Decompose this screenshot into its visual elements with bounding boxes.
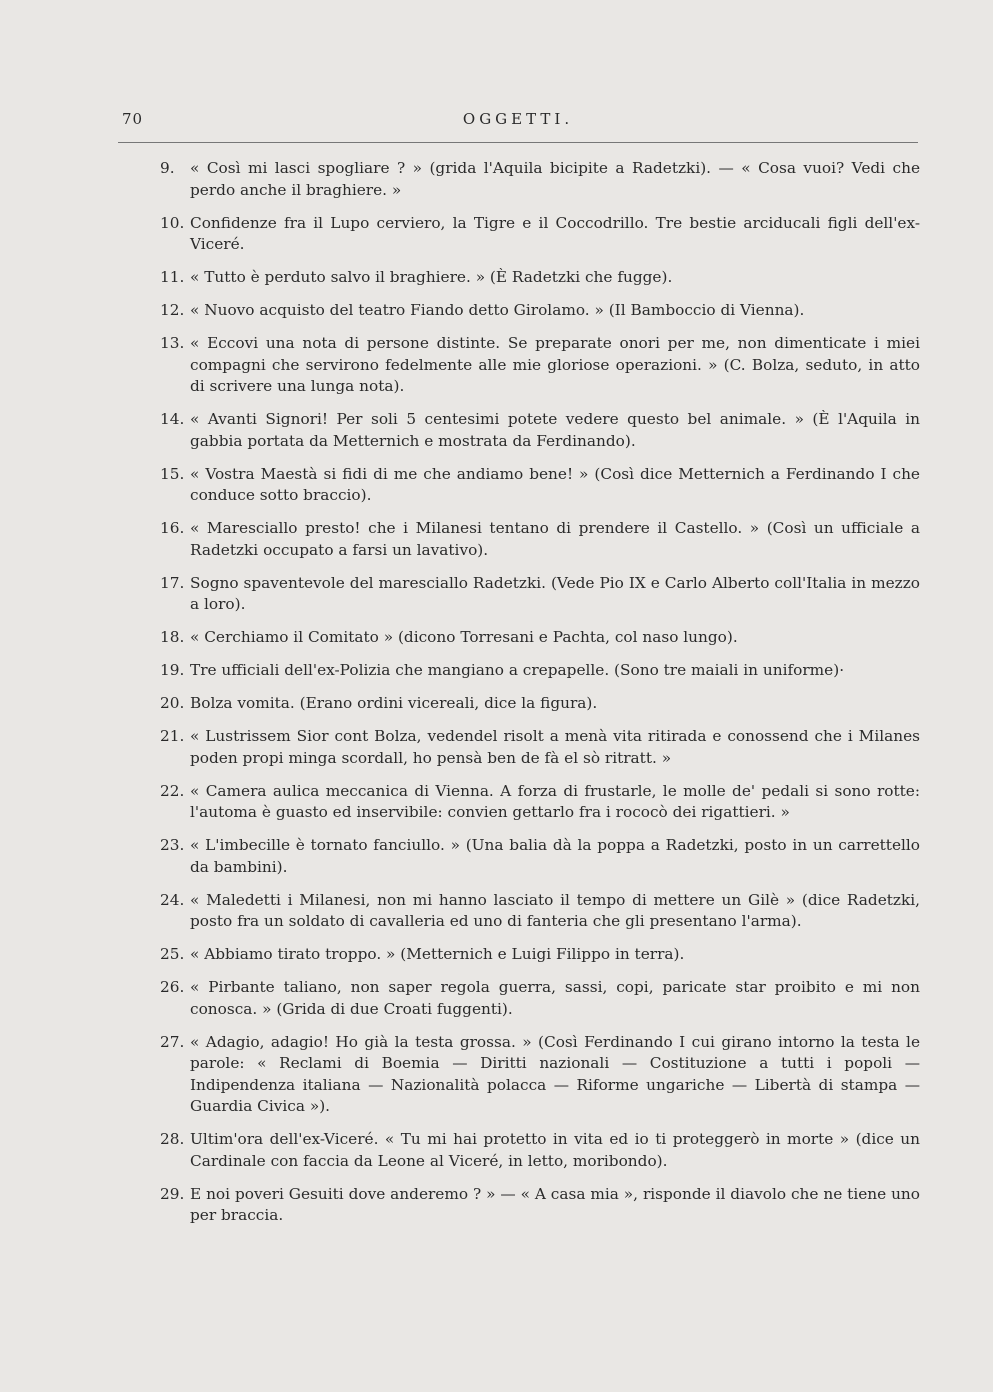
entry-number: 24. — [160, 890, 185, 909]
entry-text: Confidenze fra il Lupo cerviero, la Tigre e il Coccodrillo. Tre bestie arciducali figli dell'ex-Viceré. — [190, 213, 920, 253]
entry-number: 10. — [160, 213, 185, 232]
entry-number: 21. — [160, 727, 185, 745]
entry-number: 17. — [160, 573, 185, 592]
list-item — [160, 1184, 920, 1227]
page-number: 70 — [122, 110, 144, 128]
entry-text: « Avanti Signori! Per soli 5 centesimi potete vedere questo bel animale. » (È l'Aquila in gabbia portata da Metternich e mostrata da Ferdinando). — [190, 410, 920, 450]
entry-text: « Adagio, adagio! Ho già la testa grossa. » (Così Ferdinando I cui girano intorno la testa le parole: « Reclami di Boemia — Diritti nazionali — Costituzione a tutti i popoli — Indipendenza italiana — Nazionalità polacca — Riforme ungariche — Libertà di stampa — Guardia Civica »). — [190, 1032, 920, 1115]
list-item — [160, 409, 920, 452]
page-header — [118, 108, 918, 132]
entry-number: 16. — [160, 519, 185, 537]
entry-text: Bolza vomita. (Erano ordini vicereali, dice la figura). — [190, 694, 598, 712]
entry-number: 22. — [160, 781, 185, 800]
entry-text: « Così mi lasci spogliare ? » (grida l'Aquila bicipite a Radetzki). — « Cosa vuoi? Vedi che perdo anche il braghiere. » — [190, 159, 920, 199]
entry-text: « L'imbecille è tornato fanciullo. » (Una balia dà la poppa a Radetzki, posto in un carrettello da bambini). — [190, 836, 920, 876]
entry-text: Sogno spaventevole del maresciallo Radetzki. (Vede Pio IX e Carlo Alberto coll'Italia in mezzo a loro). — [190, 573, 920, 613]
list-item — [160, 726, 920, 769]
list-item — [160, 977, 920, 1020]
running-title: OGGETTI. — [462, 110, 574, 128]
list-item — [160, 158, 920, 201]
entry-text: « Nuovo acquisto del teatro Fiando detto Girolamo. » (Il Bamboccio di Vienna). — [190, 301, 805, 319]
list-item — [160, 660, 920, 682]
list-item — [160, 944, 920, 966]
entry-text: « Vostra Maestà si fidi di me che andiamo bene! » (Così dice Metternich a Ferdinando I che conduce sotto braccio). — [190, 464, 920, 504]
entry-text: « Pirbante taliano, non saper regola guerra, sassi, copi, paricate star proibito e mi non conosca. » (Grida di due Croati fuggenti). — [190, 978, 920, 1018]
entry-number: 20. — [160, 694, 185, 712]
entry-text: « Camera aulica meccanica di Vienna. A forza di frustarle, le molle de' pedali si sono rotte: l'automa è guasto ed inservibile: convien gettarlo fra i rococò dei rigattieri. » — [190, 781, 920, 821]
list-item — [160, 890, 920, 933]
entry-number: 19. — [160, 661, 185, 679]
entry-text: « Eccovi una nota di persone distinte. Se preparate onori per me, non dimenticate i miei compagni che servirono fedelmente alle mie gloriose operazioni. » (C. Bolza, seduto, in atto di scrivere una lunga nota). — [190, 334, 920, 395]
entry-text: « Lustrissem Sior cont Bolza, vedendel risolt a menà vita ritirada e conossend che i Milanes poden propi minga scordall, ho pensà ben de fà el sò ritratt. » — [190, 727, 920, 767]
list-item — [160, 693, 920, 715]
list-item — [160, 835, 920, 878]
entry-text: Tre ufficiali dell'ex-Polizia che mangiano a crepapelle. (Sono tre maiali in uniforme)· — [190, 661, 845, 679]
entry-text: « Abbiamo tirato troppo. » (Metternich e Luigi Filippo in terra). — [190, 945, 685, 963]
entry-number: 12. — [160, 301, 185, 319]
entry-text: « Cerchiamo il Comitato » (dicono Torresani e Pachta, col naso lungo). — [190, 628, 738, 646]
list-item — [160, 518, 920, 561]
entry-number: 18. — [160, 628, 185, 646]
entry-number: 23. — [160, 836, 185, 854]
entry-number: 26. — [160, 978, 185, 996]
entry-text: « Maledetti i Milanesi, non mi hanno lasciato il tempo di mettere un Gilè » (dice Radetzki, posto fra un soldato di cavalleria ed uno di fanteria che gli presentano l'arma). — [190, 890, 920, 930]
entry-number: 28. — [160, 1130, 185, 1148]
entry-text: E noi poveri Gesuiti dove anderemo ? » — « A casa mia », risponde il diavolo che ne tiene uno per braccia. — [190, 1184, 920, 1224]
header-rule — [118, 142, 918, 143]
entry-text: « Tutto è perduto salvo il braghiere. » (È Radetzki che fugge). — [190, 268, 673, 286]
entry-list — [160, 158, 920, 1238]
entry-text: « Maresciallo presto! che i Milanesi tentano di prendere il Castello. » (Così un ufficiale a Radetzki occupato a farsi un lavativo). — [190, 519, 920, 559]
entry-number: 29. — [160, 1184, 185, 1203]
entry-number: 15. — [160, 464, 185, 483]
entry-text: Ultim'ora dell'ex-Viceré. « Tu mi hai protetto in vita ed io ti proteggerò in morte » (dice un Cardinale con faccia da Leone al Viceré, in letto, moribondo). — [190, 1130, 920, 1170]
list-item — [160, 1032, 920, 1118]
entry-number: 13. — [160, 334, 185, 352]
entry-number: 14. — [160, 410, 185, 428]
entry-number: 25. — [160, 945, 185, 963]
list-item — [160, 333, 920, 398]
list-item — [160, 464, 920, 507]
entry-number: 11. — [160, 268, 185, 286]
entry-number: 27. — [160, 1032, 185, 1051]
list-item — [160, 267, 920, 289]
list-item — [160, 781, 920, 824]
list-item — [160, 573, 920, 616]
list-item — [160, 1129, 920, 1172]
entry-number: 9. — [160, 159, 175, 177]
list-item — [160, 627, 920, 649]
list-item — [160, 300, 920, 322]
list-item — [160, 213, 920, 256]
